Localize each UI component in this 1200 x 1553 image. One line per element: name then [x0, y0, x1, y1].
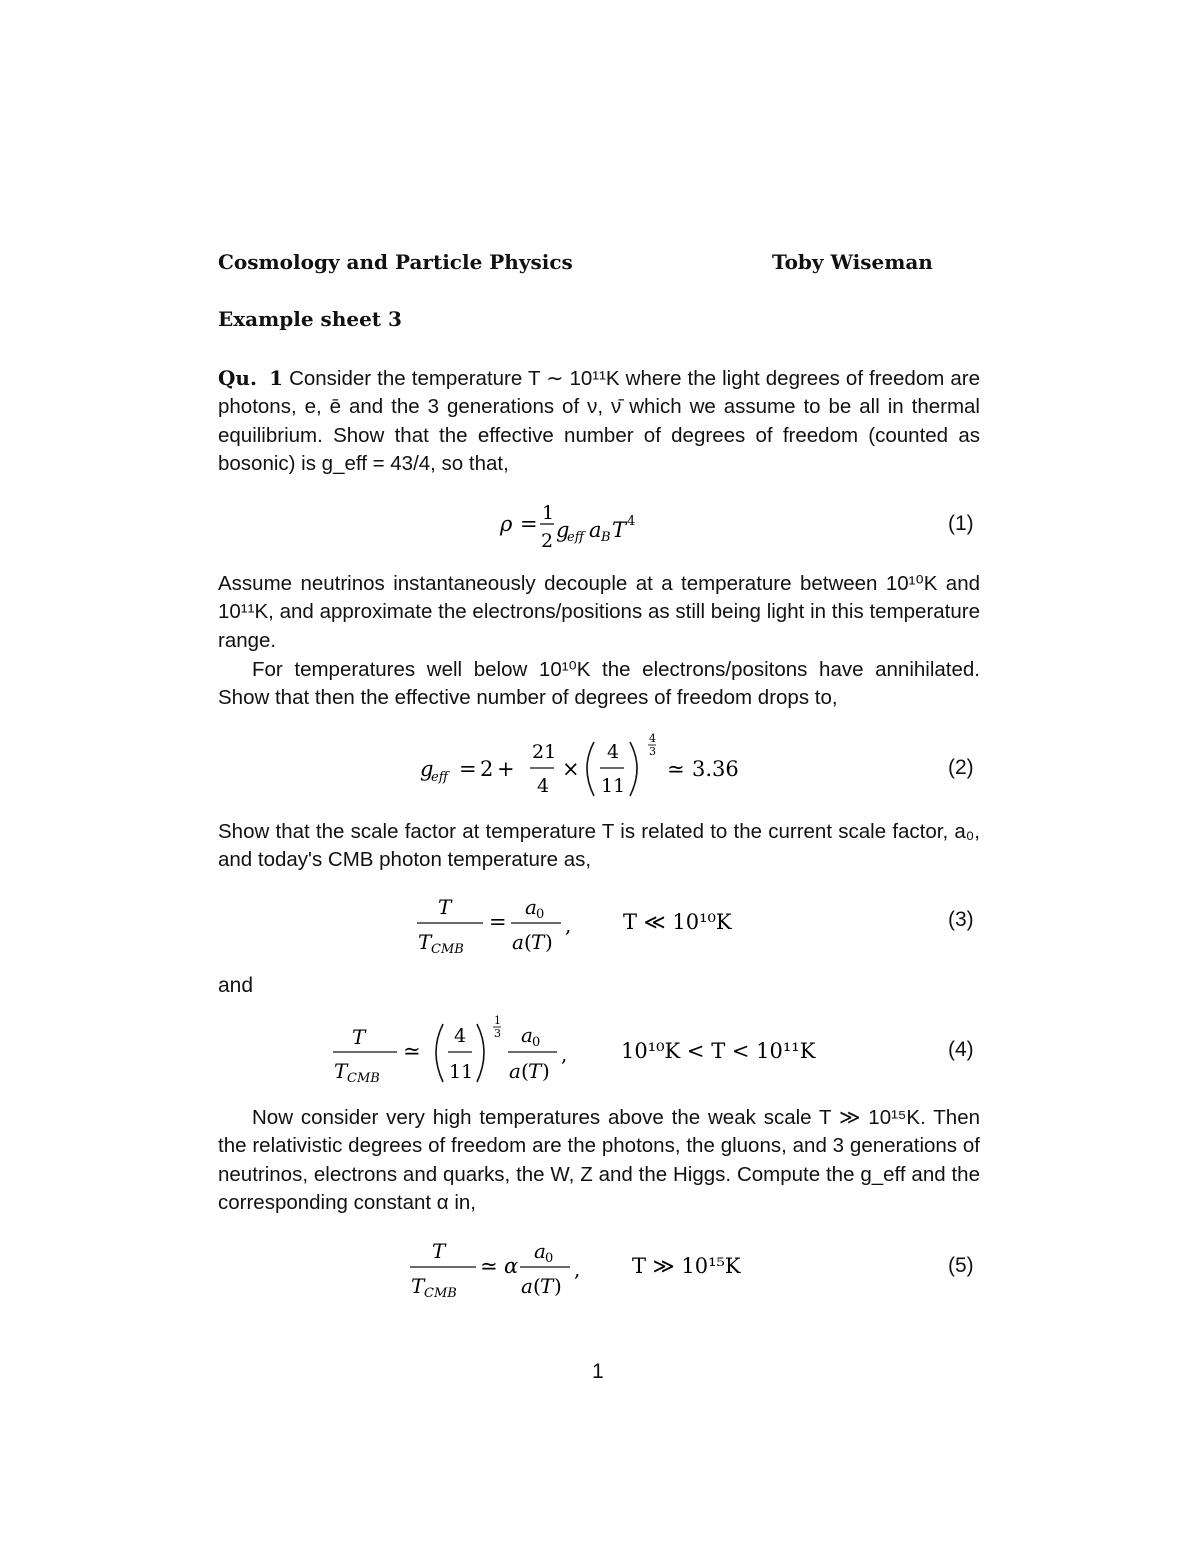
- svg-text:,: ,: [565, 913, 572, 937]
- svg-text:T: T: [432, 1239, 446, 1263]
- svg-text:a: a: [525, 895, 537, 919]
- equation-1: [490, 497, 690, 555]
- svg-text:a: a: [509, 1059, 521, 1083]
- equation-1-number: (1): [948, 512, 974, 535]
- svg-text:1: 1: [494, 1014, 501, 1027]
- page-number: 1: [592, 1360, 604, 1383]
- equation-4: [325, 1010, 845, 1090]
- svg-text:B: B: [601, 530, 611, 545]
- sheet-title: Example sheet 3: [218, 307, 402, 331]
- svg-text:0: 0: [532, 1035, 541, 1050]
- svg-text:×: ×: [562, 757, 580, 781]
- svg-text:a: a: [521, 1274, 533, 1298]
- equation-5-number: (5): [948, 1254, 974, 1277]
- question-number: 1: [269, 366, 283, 390]
- svg-text:0: 0: [536, 907, 545, 922]
- svg-text:2: 2: [541, 530, 554, 552]
- svg-text:): ): [542, 1059, 550, 1083]
- svg-text:1: 1: [542, 502, 555, 524]
- author-name: Toby Wiseman: [772, 250, 933, 274]
- svg-text:≃: ≃: [667, 757, 685, 781]
- svg-text:g: g: [556, 518, 570, 542]
- word-and: and: [218, 974, 254, 997]
- svg-text:=: =: [489, 910, 507, 934]
- svg-text:,: ,: [574, 1257, 581, 1281]
- svg-text:T: T: [352, 1025, 366, 1049]
- svg-text:(: (: [521, 1059, 529, 1083]
- svg-text:a: a: [521, 1023, 533, 1047]
- svg-text:CMB: CMB: [347, 1071, 380, 1086]
- question-intro-text: Consider the temperature T ∼ 10¹¹K where the light degrees of freedom are photons, e, ē and the 3 generations of ν, ν̄ which we assume to be all in thermal equilibrium. Show that the effective number of degrees of freedom (counted as bosonic) is g_eff = 43/4, so that,: [218, 367, 980, 475]
- paragraph-decouple: Assume neutrinos instantaneously decouple at a temperature between 10¹⁰K and 10¹¹K, and approximate the electrons/positions as still being light in this temperature range.: [218, 572, 980, 652]
- svg-text:): ): [545, 930, 553, 954]
- svg-text:11: 11: [601, 775, 626, 797]
- course-title: Cosmology and Particle Physics: [218, 250, 573, 274]
- svg-text:a: a: [512, 930, 524, 954]
- svg-text:+: +: [497, 757, 515, 781]
- svg-text:(: (: [533, 1274, 541, 1298]
- equation-5: [400, 1232, 780, 1302]
- svg-text:3: 3: [649, 745, 656, 758]
- svg-text:11: 11: [449, 1061, 474, 1083]
- equation-2-number: (2): [948, 756, 974, 779]
- svg-text:T: T: [528, 1059, 542, 1083]
- svg-text:CMB: CMB: [424, 1286, 457, 1301]
- paragraph-annihilate: For temperatures well below 10¹⁰K the electrons/positons have annihilated. Show that then the effective number of degrees of freedom drops to,: [218, 658, 980, 710]
- svg-text:(: (: [524, 930, 532, 954]
- svg-text:≃: ≃: [480, 1254, 498, 1278]
- equation-3-number: (3): [948, 908, 974, 931]
- equation-2: [410, 728, 740, 808]
- svg-text:4: 4: [649, 732, 656, 745]
- svg-text:eff: eff: [567, 530, 584, 545]
- svg-text:ρ: ρ: [500, 512, 513, 536]
- svg-text:=: =: [459, 757, 477, 781]
- svg-text:2: 2: [480, 757, 494, 781]
- paragraph-high-temperature: Now consider very high temperatures above the weak scale T ≫ 10¹⁵K. Then the relativistic degrees of freedom are the photons, the gluons, and 3 generations of neutrinos, electrons and quarks, the W, Z and the Higgs. Compute the g_eff and the corresponding constant α in,: [218, 1106, 980, 1214]
- svg-text:4: 4: [627, 514, 636, 529]
- paragraph-scale-factor: Show that the scale factor at temperature T is related to the current scale factor, a₀, and today's CMB photon temperature as,: [218, 820, 980, 872]
- equation-4-condition: 10¹⁰K < T < 10¹¹K: [621, 1039, 816, 1063]
- svg-text:T: T: [418, 930, 432, 954]
- svg-text:a: a: [589, 518, 602, 542]
- svg-text:α: α: [504, 1254, 519, 1278]
- svg-text:4: 4: [537, 775, 550, 797]
- question-intro: [218, 364, 980, 478]
- svg-text:): ): [554, 1274, 562, 1298]
- svg-text:4: 4: [454, 1025, 467, 1047]
- svg-text:0: 0: [545, 1251, 554, 1266]
- equation-5-condition: T ≫ 10¹⁵K: [632, 1254, 741, 1278]
- question-label: Qu.: [218, 366, 257, 390]
- svg-text:T: T: [411, 1274, 425, 1298]
- svg-text:21: 21: [532, 741, 557, 763]
- svg-text:T: T: [612, 518, 627, 542]
- svg-text:4: 4: [607, 741, 620, 763]
- svg-text:CMB: CMB: [431, 942, 464, 957]
- svg-text:a: a: [534, 1239, 546, 1263]
- svg-text:T: T: [334, 1059, 348, 1083]
- svg-text:≃: ≃: [403, 1039, 421, 1063]
- svg-text:g: g: [420, 757, 434, 781]
- svg-text:3: 3: [494, 1027, 501, 1040]
- svg-text:=: =: [520, 512, 538, 536]
- equation-2-result: 3.36: [692, 757, 739, 781]
- svg-text:T: T: [531, 930, 545, 954]
- equation-3-condition: T ≪ 10¹⁰K: [623, 910, 732, 934]
- svg-text:,: ,: [561, 1042, 568, 1066]
- equation-3: [405, 888, 765, 958]
- svg-text:eff: eff: [431, 770, 448, 785]
- svg-text:T: T: [438, 895, 452, 919]
- svg-text:T: T: [540, 1274, 554, 1298]
- equation-4-number: (4): [948, 1038, 974, 1061]
